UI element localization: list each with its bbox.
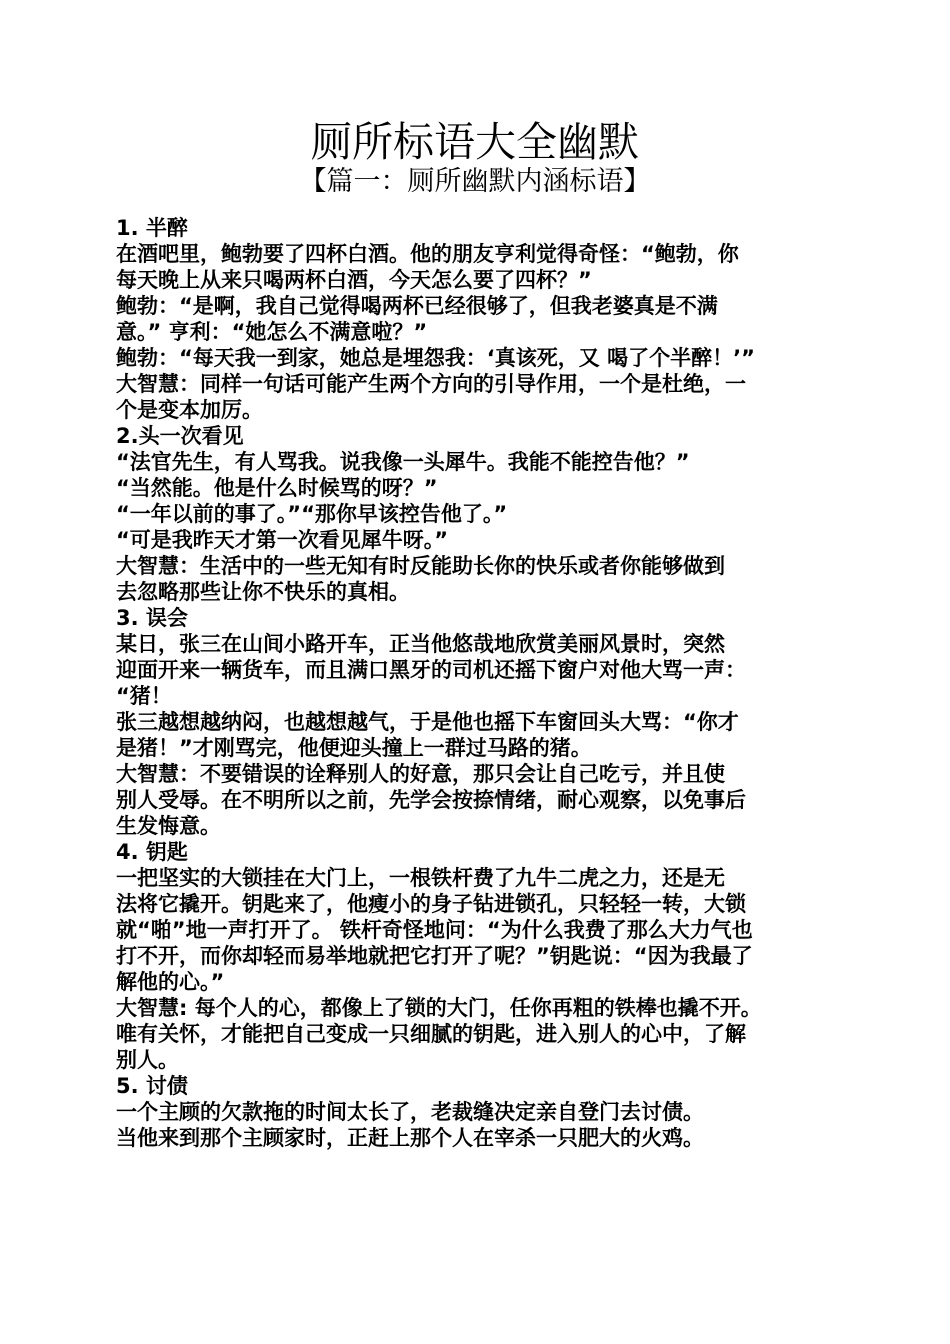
text-line: 在酒吧里，鲍勃要了四杯白酒。他的朋友亨利觉得奇怪：“鲍勃，你 (116, 242, 739, 266)
text-line: 一个主顾的欠款拖的时间太长了，老裁缝决定亲自登门去讨债。 (116, 1100, 704, 1124)
text-line: “当然能。他是什么时候骂的呀？” (116, 476, 438, 500)
text-line: 法将它撬开。钥匙来了，他瘦小的身子钻进锁孔，只轻轻一转，大锁 (116, 892, 746, 916)
text-line: 就“啪”地一声打开了。 铁杆奇怪地问：“为什么我费了那么大力气也 (116, 918, 753, 942)
text-line: 是猪！”才刚骂完，他便迎头撞上一群过马路的猪。 (116, 736, 592, 760)
text-line: “可是我昨天才第一次看见犀牛呀。” (116, 528, 449, 552)
text-line: 大智慧：生活中的一些无知有时反能助长你的快乐或者你能够做到 (116, 554, 725, 578)
text-line: 4. 钥匙 (116, 840, 188, 864)
text-line: 别人。 (116, 1048, 179, 1072)
text-line: 意。” 亨利：“她怎么不满意啦？” (116, 320, 428, 344)
text-line: 唯有关怀，才能把自己变成一只细腻的钥匙，进入别人的心中，了解 (116, 1022, 746, 1046)
text-line: 2.头一次看见 (116, 424, 244, 448)
text-line: 别人受辱。在不明所以之前，先学会按捺情绪，耐心观察，以免事后 (116, 788, 746, 812)
text-line: 每天晚上从来只喝两杯白酒，今天怎么要了四杯？” (116, 268, 592, 292)
text-line: 3. 误会 (116, 606, 188, 630)
text-line: 大智慧：同样一句话可能产生两个方向的引导作用，一个是杜绝，一 (116, 372, 746, 396)
text-line: 鲍勃：“是啊，我自己觉得喝两杯已经很够了，但我老婆真是不满 (116, 294, 718, 318)
text-line: 一把坚实的大锁挂在大门上，一根铁杆费了九牛二虎之力，还是无 (116, 866, 725, 890)
text-line: 当他来到那个主顾家时，正赶上那个人在宰杀一只肥大的火鸡。 (116, 1126, 704, 1150)
text-line: 大智慧：不要错误的诠释别人的好意，那只会让自己吃亏，并且使 (116, 762, 725, 786)
text-line: 某日，张三在山间小路开车，正当他悠哉地欣赏美丽风景时，突然 (116, 632, 725, 656)
text-line: 解他的心。” (116, 970, 225, 994)
text-line: 鲍勃：“每天我一到家，她总是埋怨我：‘真该死，又 喝了个半醉！’” (116, 346, 755, 370)
text-line: 张三越想越纳闷，也越想越气，于是他也摇下车窗回头大骂：“你才 (116, 710, 739, 734)
document-title: 厕所标语大全幽默 (311, 118, 639, 166)
text-line: “一年以前的事了。”“那你早该控告他了。” (116, 502, 508, 526)
text-line: 1. 半醉 (116, 216, 188, 240)
text-line: 生发悔意。 (116, 814, 221, 838)
text-line: “法官先生，有人骂我。说我像一头犀牛。我能不能控告他？” (116, 450, 690, 474)
text-line: 大智慧: 每个人的心，都像上了锁的大门，任你再粗的铁棒也撬不开。 (116, 996, 762, 1020)
text-line: 个是变本加厉。 (116, 398, 263, 422)
text-line: 去忽略那些让你不快乐的真相。 (116, 580, 410, 604)
document-subtitle: 【篇一：厕所幽默内涵标语】 (299, 166, 651, 197)
text-line: 打不开，而你却轻而易举地就把它打开了呢？”钥匙说：“因为我最了 (116, 944, 753, 968)
text-line: 迎面开来一辆货车，而且满口黑牙的司机还摇下窗户对他大骂一声： (116, 658, 746, 682)
text-line: 5. 讨债 (116, 1074, 188, 1098)
document-body (116, 215, 842, 1151)
text-line: “猪！ (116, 684, 172, 708)
